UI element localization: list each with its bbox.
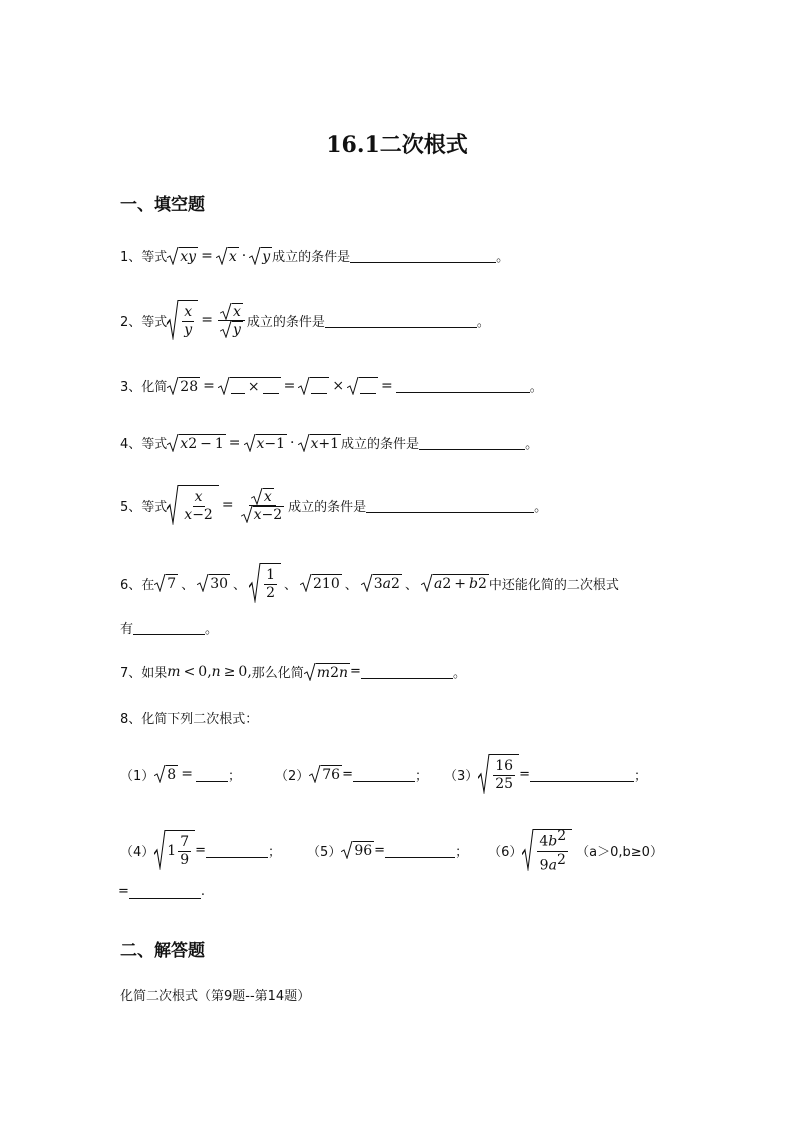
question-2: 2、等式 $\frac{x}{y}$ = $\frac{x}{y}$ 成立的条件是 。 (120, 300, 490, 340)
answer-blank-7[interactable] (361, 664, 453, 679)
answer-blank-5[interactable] (366, 498, 534, 513)
section-solve: 二、解答题 (120, 941, 205, 961)
answer-blank-2[interactable] (325, 313, 477, 328)
question-6: 6、在 7 、 30 、 $\frac{1}{2}$ 、 210 、 3 a 2 、 a 2 + b 2 中还能化简的二次根式 (120, 563, 619, 603)
answer-blank-3[interactable] (396, 378, 530, 393)
question-1: 1、等式 xy = x · y 成立的条件是 。 (120, 247, 510, 265)
question-5: 5、等式 $\frac{x}{x-2}$ = x x −2 成立的条件是 。 (120, 485, 547, 525)
answer-blank-4[interactable] (419, 435, 525, 450)
question-8-row3: = . (118, 884, 206, 899)
question-8: 8、化简下列二次根式： (120, 712, 259, 727)
sqrt-xy: xy (167, 247, 198, 265)
solve-note: 化简二次根式（第9题--第14题） (120, 989, 311, 1004)
page-title: 16.1二次根式 (326, 132, 468, 158)
q1-prefix: 1、等式 (120, 250, 168, 265)
question-6-line2: 有 。 (120, 622, 219, 637)
answer-blank-1[interactable] (350, 248, 496, 263)
question-7: 7、如果 m < 0, n ≥ 0, 那么化简 m 2 n = 。 (120, 663, 466, 681)
question-3: 3、化简 28 = × = × = 。 (120, 377, 543, 395)
section-fill-in: 一、填空题 (120, 195, 205, 215)
question-4: 4、等式 x 2 − 1 = x −1 · x +1 成立的条件是 。 (120, 434, 539, 452)
question-8-row2: （4） 1 $\frac{7}{9}$ = ； （5） 96 = ； （6） $\frac{4b^2}{9a^2}$ （a＞0,b≥0） (120, 828, 663, 873)
question-8-row1: （1） 8 = ； （2） 76 = ； （3） $\frac{16}{25}$ = ； (120, 754, 647, 794)
answer-blank-6[interactable] (133, 620, 205, 635)
